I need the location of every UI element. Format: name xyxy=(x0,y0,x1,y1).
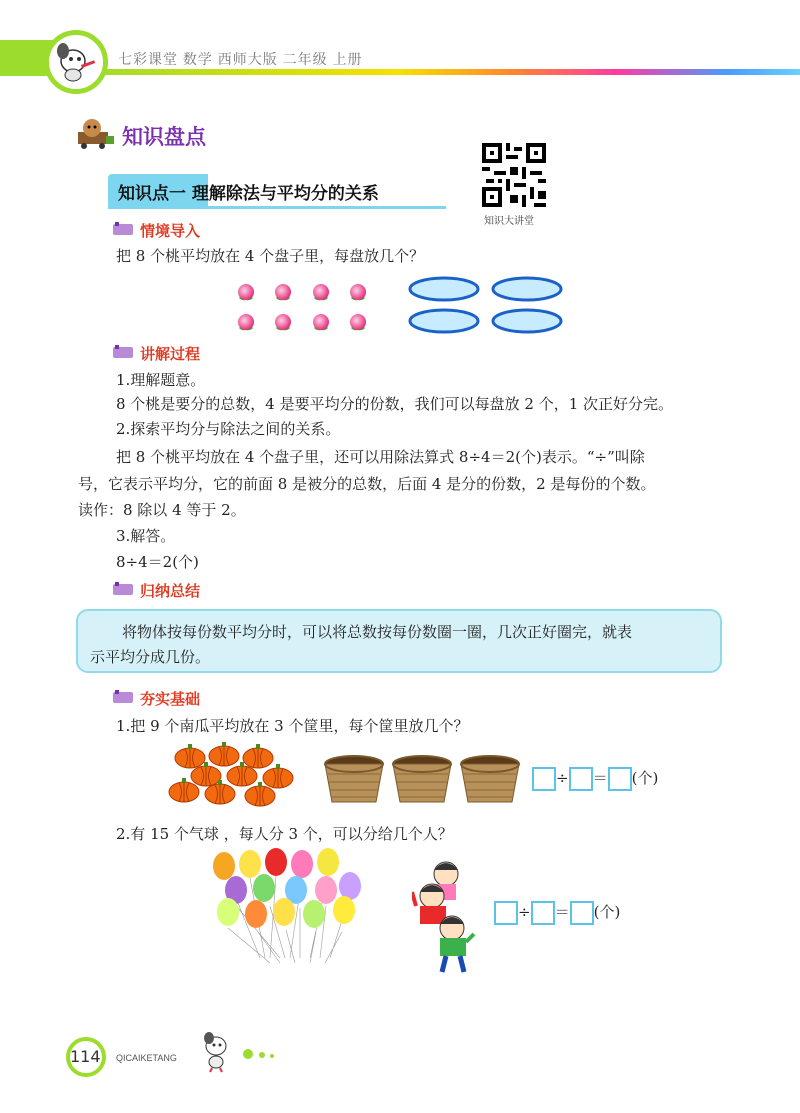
notebook-icon xyxy=(112,345,134,359)
qr-caption: 知识大讲堂 xyxy=(484,216,534,227)
knowledge-point-label: 知识点一 xyxy=(118,184,186,204)
knowledge-point-header xyxy=(108,174,446,208)
equation-1: ÷ ＝ (个) xyxy=(532,766,658,791)
explanation-line: 号，它表示平均分，它的前面 8 是被分的总数，后面 4 是分的份数，2 是每份的个数。 xyxy=(78,475,656,493)
notebook-icon xyxy=(112,690,134,704)
answer-box[interactable] xyxy=(608,767,632,791)
answer-box[interactable] xyxy=(494,901,518,925)
peaches-illustration xyxy=(228,278,378,338)
footer-mascot-icon xyxy=(198,1030,282,1074)
page-number: 114 xyxy=(70,1047,101,1066)
pumpkins-illustration xyxy=(166,742,316,808)
summary-line: 将物体按每份数平均分时，可以将总数按每份数圈一圈，几次正好圈完，就表 xyxy=(122,623,633,641)
qr-code[interactable] xyxy=(482,143,546,207)
notebook-icon xyxy=(112,222,134,236)
children-illustration xyxy=(412,856,478,976)
scenario-question: 把 8 个桃平均放在 4 个盘子里，每盘放几个？ xyxy=(116,247,425,265)
explanation-line: 2.探索平均分与除法之间的关系。 xyxy=(116,420,341,438)
summary-line: 示平均分成几份。 xyxy=(90,648,211,666)
mascot-icon xyxy=(49,35,103,89)
explanation-heading: 讲解过程 xyxy=(140,345,201,363)
knowledge-point-text xyxy=(118,179,379,204)
summary-heading: 归纳总结 xyxy=(140,582,201,600)
section-title: 知识盘点 xyxy=(122,125,206,149)
mascot-logo xyxy=(44,30,108,94)
footer-brand: QICAIKETANG xyxy=(116,1053,177,1063)
explanation-line: 1.理解题意。 xyxy=(116,371,206,389)
balloons-illustration xyxy=(210,848,370,974)
explanation-line: 读作：8 除以 4 等于 2。 xyxy=(78,501,246,519)
answer-box[interactable] xyxy=(531,901,555,925)
header-text: 七彩课堂 数学 西师大版 二年级 上册 xyxy=(118,51,363,67)
explanation-line: 8 个桃是要分的总数，4 是要平均分的份数，我们可以每盘放 2 个，1 次正好分完。 xyxy=(116,395,674,413)
explanation-line: 3.解答。 xyxy=(116,527,176,545)
practice-question-2: 2.有 15 个气球 ，每人分 3 个，可以分给几个人？ xyxy=(116,825,453,843)
knowledge-point-underline xyxy=(108,206,446,209)
answer-box[interactable] xyxy=(569,767,593,791)
notebook-icon xyxy=(112,582,134,596)
train-icon xyxy=(76,118,116,150)
answer-box[interactable] xyxy=(532,767,556,791)
knowledge-point-title: 理解除法与平均分的关系 xyxy=(191,184,379,204)
practice-heading: 夯实基础 xyxy=(140,690,201,708)
baskets-illustration xyxy=(324,754,524,806)
explanation-line: 8÷4＝2(个) xyxy=(116,553,199,571)
explanation-line: 把 8 个桃平均放在 4 个盘子里，还可以用除法算式 8÷4＝2(个)表示。“÷”叫除 xyxy=(116,448,645,466)
scenario-heading: 情境导入 xyxy=(140,222,201,240)
equation-2: ÷ ＝ (个) xyxy=(494,900,620,925)
practice-question-1: 1.把 9 个南瓜平均放在 3 个筐里，每个筐里放几个？ xyxy=(116,717,469,735)
plates-illustration xyxy=(406,274,570,338)
answer-box[interactable] xyxy=(570,901,594,925)
